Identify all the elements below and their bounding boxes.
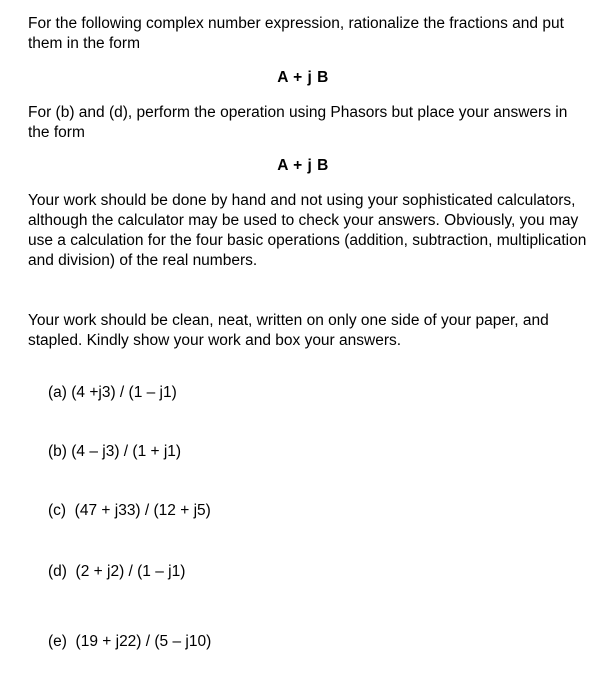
problem-d: (d) (2 + j2) / (1 – j1): [48, 563, 186, 580]
problem-c: (c) (47 + j33) / (12 + j5): [48, 502, 211, 519]
hand-work-paragraph: Your work should be done by hand and not using your sophisticated calculators, although the calculator may be used to check your answers. Obviously, you may use a calculation for the four basic operations (addition, subtraction, multiplication and division) of the real numbers.: [28, 192, 587, 269]
problem-a: (a) (4 +j3) / (1 – j1): [48, 384, 177, 401]
phasor-note-paragraph: For (b) and (d), perform the operation using Phasors but place your answers in the form: [28, 104, 568, 141]
intro-paragraph: For the following complex number expression, rationalize the fractions and put them in the form: [28, 15, 564, 52]
problem-e: (e) (19 + j22) / (5 – j10): [48, 633, 212, 650]
form-expression-2: A + j B: [277, 157, 329, 174]
problem-b: (b) (4 – j3) / (1 + j1): [48, 443, 182, 460]
neatness-paragraph: Your work should be clean, neat, written on only one side of your paper, and stapled. Kindly show your work and box your answers.: [28, 312, 549, 349]
form-expression-1: A + j B: [277, 69, 329, 86]
